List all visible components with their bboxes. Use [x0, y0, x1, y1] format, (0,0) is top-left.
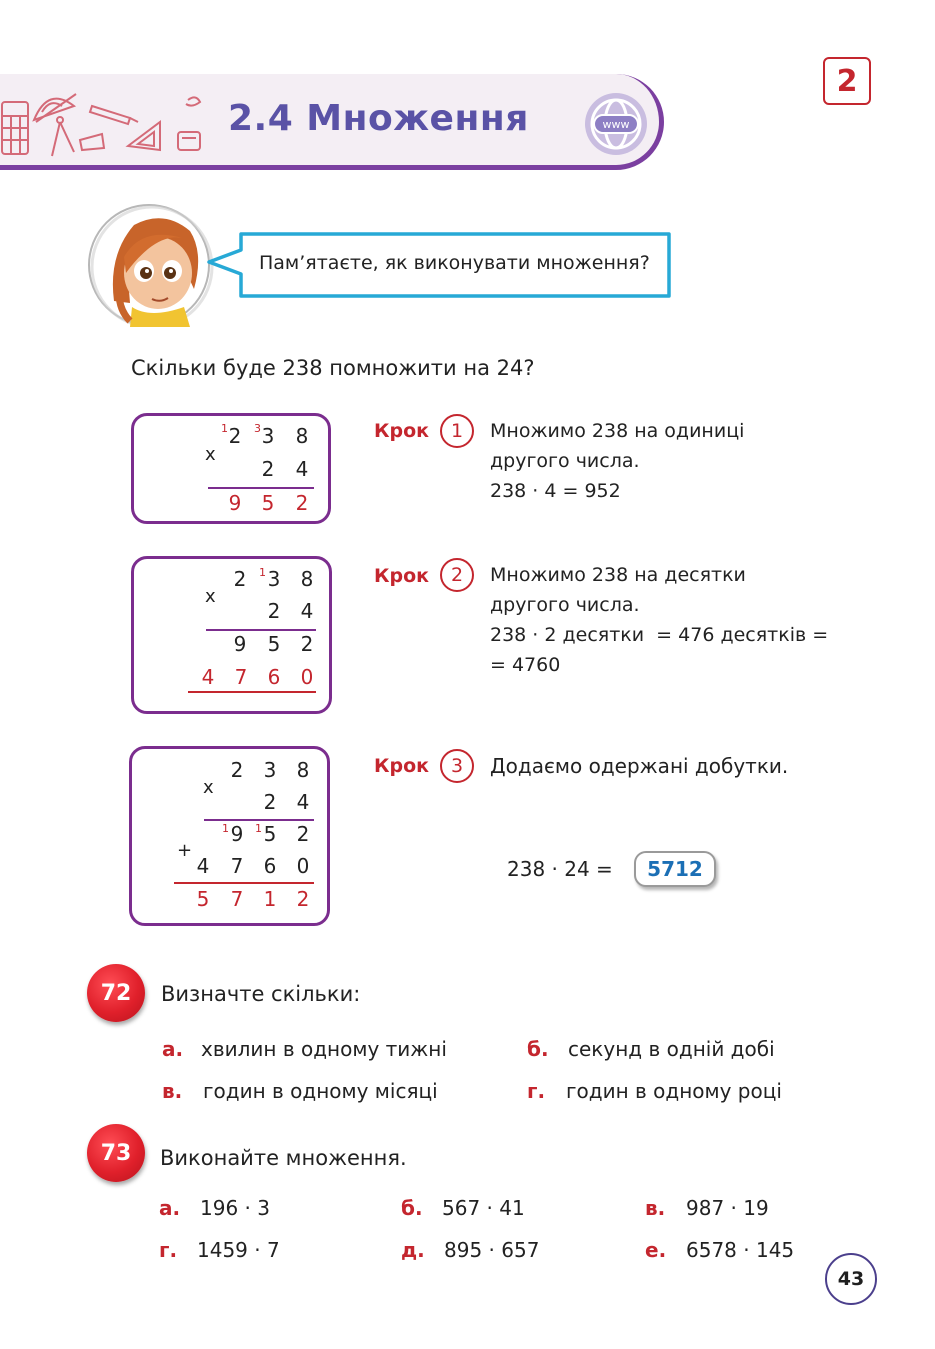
- digit: 3: [261, 424, 275, 448]
- divider-line: [174, 882, 314, 884]
- digit: 2: [230, 758, 244, 782]
- option-text: годин в одному році: [566, 1079, 782, 1103]
- option-letter: д.: [401, 1238, 425, 1262]
- result-digit: 7: [230, 887, 244, 911]
- option-letter: г.: [527, 1079, 546, 1103]
- option-letter: е.: [645, 1238, 667, 1262]
- digit: 5: [267, 632, 281, 656]
- digit: 2: [296, 822, 310, 846]
- option-letter: в.: [162, 1079, 183, 1103]
- exercise-title: Визначте скільки:: [161, 982, 361, 1006]
- result-digit: 9: [228, 491, 242, 515]
- option-text: 1459 · 7: [197, 1238, 280, 1262]
- result-digit: 1: [263, 887, 277, 911]
- www-label: www: [602, 118, 630, 131]
- digit: 7: [230, 854, 244, 878]
- speech-bubble-text: Пам’ятаєте, як виконувати множення?: [259, 252, 650, 274]
- digit: 3: [263, 758, 277, 782]
- digit: 4: [295, 457, 309, 481]
- step-description: Множимо 238 на десятки другого числа. 238 · 2 десятки = 476 десятків = = 4760: [490, 564, 829, 676]
- option-text: 567 · 41: [442, 1196, 525, 1220]
- option-text: годин в одному місяці: [203, 1079, 438, 1103]
- question-text: Скільки буде 238 помножити на 24?: [131, 356, 535, 380]
- option-text: 895 · 657: [444, 1238, 540, 1262]
- result-digit: 4: [201, 665, 215, 689]
- divider-line: [188, 691, 316, 693]
- result-digit: 2: [296, 887, 310, 911]
- exercise-number-badge: 73: [87, 1124, 145, 1182]
- girl-avatar-icon: [86, 203, 214, 327]
- digit: 0: [296, 854, 310, 878]
- plus-sign: +: [177, 840, 193, 861]
- carry-digit: 3: [254, 422, 261, 435]
- result-digit: 6: [267, 665, 281, 689]
- option-letter: б.: [527, 1037, 549, 1061]
- digit: 9: [230, 822, 244, 846]
- step-number-badge: 1: [440, 414, 474, 448]
- digit: 5: [263, 822, 277, 846]
- option-letter: а.: [162, 1037, 184, 1061]
- divider-line: [208, 487, 314, 489]
- digit: 6: [263, 854, 277, 878]
- carry-digit: 1: [221, 422, 228, 435]
- digit: 4: [196, 854, 210, 878]
- digit: 8: [295, 424, 309, 448]
- digit: 2: [228, 424, 242, 448]
- result-digit: 2: [295, 491, 309, 515]
- digit: 2: [300, 632, 314, 656]
- exercise-title: Виконайте множення.: [160, 1146, 407, 1170]
- option-text: 196 · 3: [200, 1196, 270, 1220]
- digit: 2: [261, 457, 275, 481]
- chapter-title: 2.4 Множення: [228, 98, 529, 139]
- step-description: Множимо 238 на одиниці другого числа. 238 · 4 = 952: [490, 420, 745, 502]
- result-digit: 5: [261, 491, 275, 515]
- carry-digit: 1: [259, 566, 266, 579]
- option-text: хвилин в одному тижні: [201, 1037, 447, 1061]
- option-letter: в.: [645, 1196, 666, 1220]
- digit: 9: [233, 632, 247, 656]
- page-number: 43: [825, 1253, 877, 1305]
- digit: 2: [233, 567, 247, 591]
- step-label: Крок: [374, 565, 430, 587]
- option-text: 6578 · 145: [686, 1238, 795, 1262]
- school-supplies-doodles-icon: [0, 82, 215, 162]
- step-number-badge: 2: [440, 558, 474, 592]
- exercise-number-badge: 72: [87, 964, 145, 1022]
- digit: 8: [296, 758, 310, 782]
- digit: 8: [300, 567, 314, 591]
- result-digit: 5: [196, 887, 210, 911]
- option-text: 987 · 19: [686, 1196, 769, 1220]
- step-number-badge: 3: [440, 749, 474, 783]
- digit: 2: [267, 599, 281, 623]
- carry-digit: 1: [255, 822, 262, 835]
- option-text: секунд в одній добі: [568, 1037, 775, 1061]
- chapter-number-badge: 2: [823, 57, 871, 105]
- www-globe-icon[interactable]: [580, 91, 652, 157]
- multiply-sign: x: [203, 777, 214, 798]
- digit: 2: [263, 790, 277, 814]
- carry-digit: 1: [222, 822, 229, 835]
- result-digit: 7: [234, 665, 248, 689]
- result-expression: 238 · 24 =: [507, 857, 613, 881]
- option-letter: г.: [159, 1238, 178, 1262]
- digit: 4: [300, 599, 314, 623]
- option-letter: а.: [159, 1196, 181, 1220]
- digit: 3: [267, 567, 281, 591]
- divider-line: [206, 629, 316, 631]
- result-digit: 0: [300, 665, 314, 689]
- digit: 4: [296, 790, 310, 814]
- result-answer: 5712: [634, 851, 716, 887]
- option-letter: б.: [401, 1196, 423, 1220]
- multiply-sign: x: [205, 586, 216, 607]
- step-description: Додаємо одержані добутки.: [490, 754, 789, 778]
- step-label: Крок: [374, 420, 430, 442]
- divider-line: [204, 819, 314, 821]
- step-label: Крок: [374, 755, 430, 777]
- multiply-sign: x: [205, 444, 216, 465]
